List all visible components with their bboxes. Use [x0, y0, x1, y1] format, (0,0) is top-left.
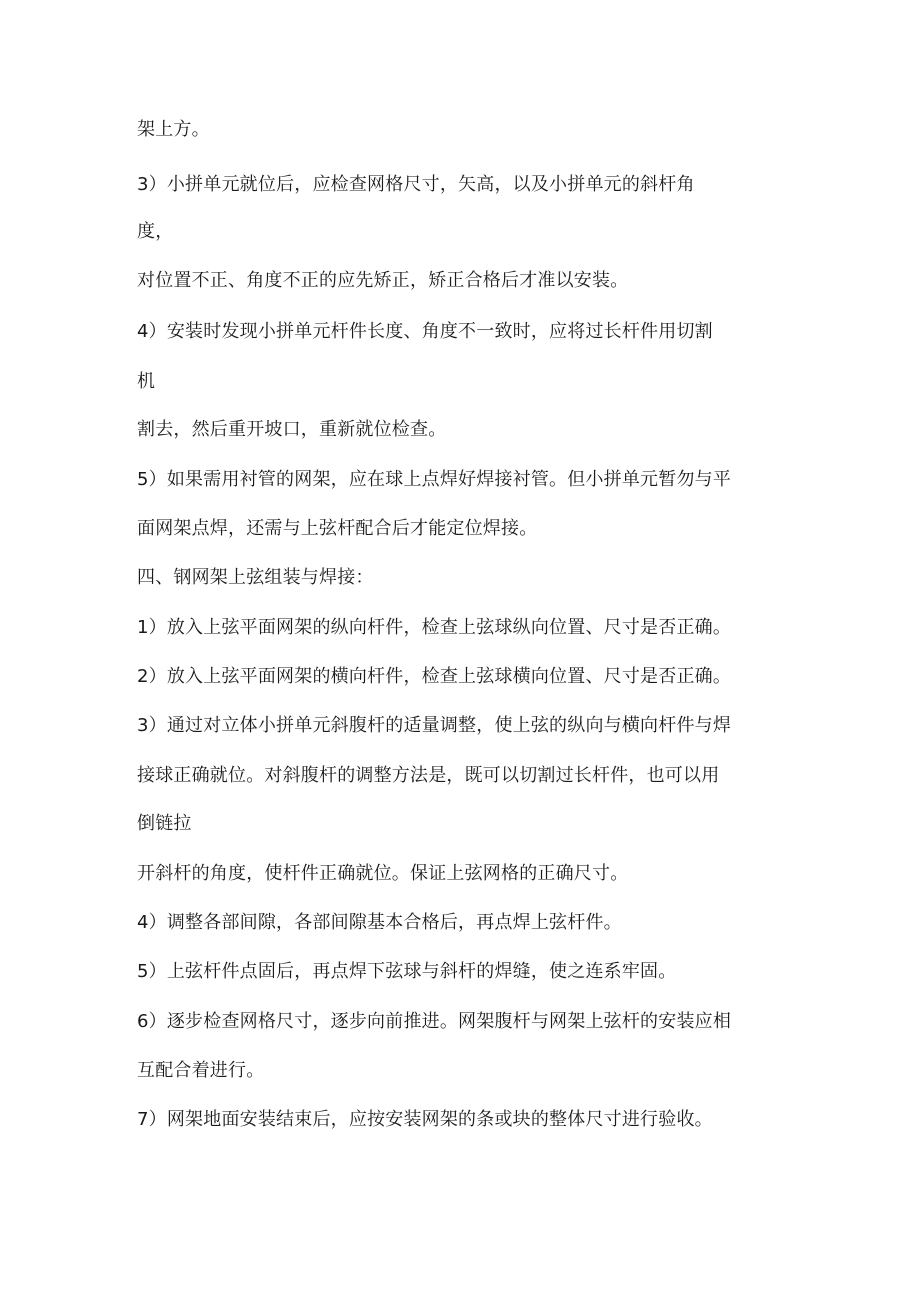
text-line: 2）放入上弦平面网架的横向杆件，检查上弦球横向位置、尺寸是否正确。 [137, 666, 732, 687]
text-line: 3）小拼单元就位后，应检查网格尺寸，矢高，以及小拼单元的斜杆角 [137, 174, 695, 195]
section-heading: 四、钢网架上弦组装与焊接： [137, 567, 374, 588]
text-line: 4）安装时发现小拼单元杆件长度、角度不一致时，应将过长杆件用切割 [137, 321, 713, 342]
text-line: 6）逐步检查网格尺寸，逐步向前推进。网架腹杆与网架上弦杆的安装应相 [137, 1011, 732, 1032]
text-line: 对位置不正、角度不正的应先矫正，矫正合格后才准以安装。 [137, 270, 629, 291]
text-line: 开斜杆的角度，使杆件正确就位。保证上弦网格的正确尺寸。 [137, 863, 629, 884]
text-line: 7）网架地面安装结束后，应按安装网架的条或块的整体尺寸进行验收。 [137, 1109, 713, 1130]
text-line: 机 [137, 371, 156, 392]
text-line: 5）上弦杆件点固后，再点焊下弦球与斜杆的焊缝，使之连系牢固。 [137, 961, 677, 982]
text-line: 架上方。 [137, 119, 210, 140]
text-line: 接球正确就位。对斜腹杆的调整方法是，既可以切割过长杆件，也可以用 [137, 765, 720, 786]
text-line: 1）放入上弦平面网架的纵向杆件，检查上弦球纵向位置、尺寸是否正确。 [137, 617, 732, 638]
text-line: 5）如果需用衬管的网架，应在球上点焊好焊接衬管。但小拼单元暂勿与平 [137, 469, 732, 490]
text-line: 互配合着进行。 [137, 1060, 265, 1081]
text-line: 面网架点焊，还需与上弦杆配合后才能定位焊接。 [137, 518, 538, 539]
text-line: 4）调整各部间隙，各部间隙基本合格后，再点焊上弦杆件。 [137, 912, 622, 933]
text-line: 倒链拉 [137, 813, 192, 834]
text-line: 割去，然后重开坡口，重新就位检查。 [137, 419, 447, 440]
text-line: 3）通过对立体小拼单元斜腹杆的适量调整，使上弦的纵向与横向杆件与焊 [137, 715, 732, 736]
text-line: 度， [137, 221, 174, 242]
